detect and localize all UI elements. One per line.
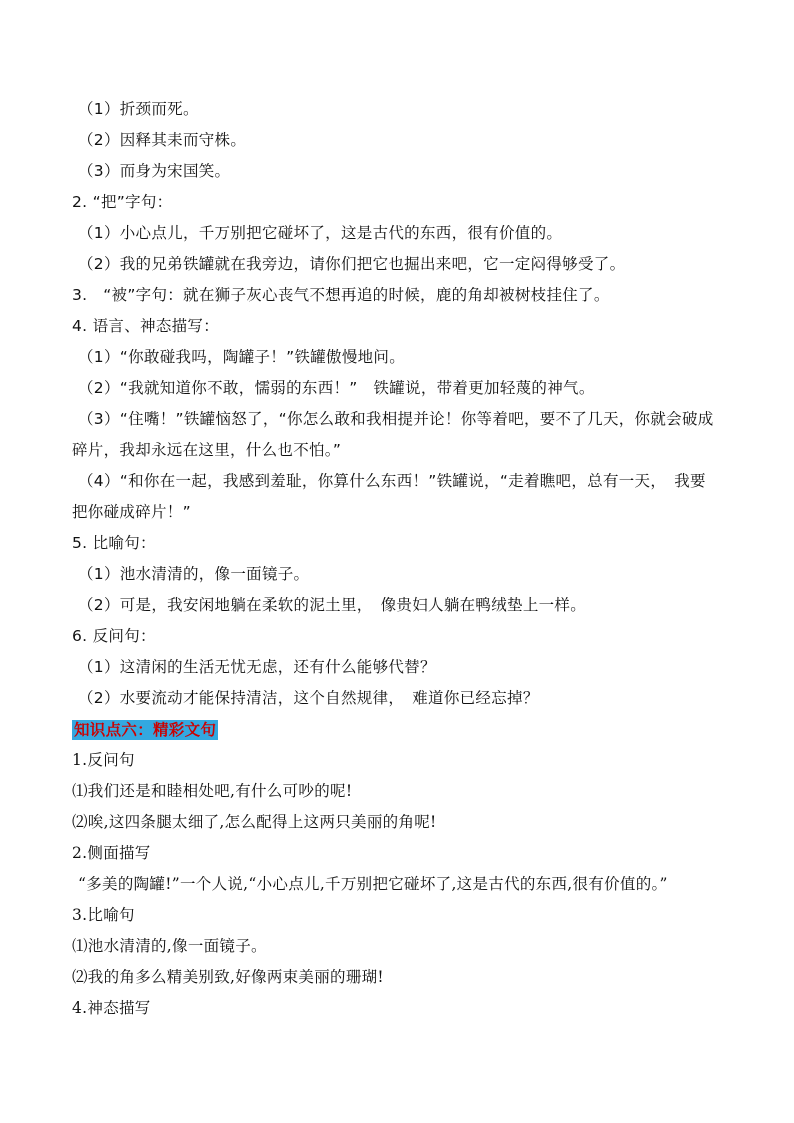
text-line: （2）我的兄弟铁罐就在我旁边，请你们把它也掘出来吧，它一定闷得够受了。 (78, 255, 626, 273)
section-label: 2. “把”字句： (72, 193, 173, 211)
text-line: （1）池水清清的，像一面镜子。 (78, 565, 310, 583)
text-line: （1）小心点儿，千万别把它碰坏了，这是古代的东西，很有价值的。 (78, 224, 563, 242)
text-line: ⑵我的角多么精美别致,好像两束美丽的珊瑚! (72, 968, 384, 986)
text-line: ⑴我们还是和睦相处吧,有什么可吵的呢! (72, 782, 353, 800)
text-line: “多美的陶罐!”一个人说,“小心点儿,千万别把它碰坏了,这是古代的东西,很有价值的。” (78, 875, 668, 893)
text-line: （4）“和你在一起，我感到羞耻，你算什么东西！”铁罐说，“走着瞧吧，总有一天， 我要 (78, 472, 706, 490)
text-line: （1）“你敢碰我吗，陶罐子！”铁罐傲慢地问。 (78, 348, 406, 366)
text-line: （1）折颈而死。 (78, 100, 199, 118)
text-line: （2）“我就知道你不敢，懦弱的东西！” 铁罐说，带着更加轻蔑的神气。 (78, 379, 595, 397)
heading-row (72, 714, 732, 745)
text-line: （2）因释其耒而守株。 (78, 131, 247, 149)
text-line-continued: 把你碰成碎片！” (72, 503, 191, 521)
text-line-continued: 碎片，我却永远在这里，什么也不怕。” (72, 441, 342, 459)
knowledge-point-heading: 知识点六：精彩文句 (74, 720, 217, 739)
text-line: （2）可是，我安闲地躺在柔软的泥土里， 像贵妇人躺在鸭绒垫上一样。 (78, 596, 587, 614)
text-line: （2）水要流动才能保持清洁，这个自然规律， 难道你已经忘掉？ (78, 689, 539, 707)
section-label: 5. 比喻句： (72, 534, 156, 552)
text-line: （1）这清闲的生活无忧无虑，还有什么能够代替？ (78, 658, 436, 676)
section-label: 3.比喻句 (72, 906, 135, 924)
text-line: （3）“住嘴！”铁罐恼怒了，“你怎么敢和我相提并论！你等着吧，要不了几天，你就会破成 (78, 410, 714, 428)
section-label: 6. 反问句： (72, 627, 156, 645)
section-label: 2.侧面描写 (72, 844, 151, 862)
section-label: 3. “被”字句：就在狮子灰心丧气不想再追的时候，鹿的角却被树枝挂住了。 (72, 286, 610, 304)
section-label: 4.神态描写 (72, 999, 151, 1017)
document-body (72, 94, 732, 1024)
text-line: （3）而身为宋国笑。 (78, 162, 231, 180)
text-line: ⑴池水清清的,像一面镜子。 (72, 937, 267, 955)
section-label: 1.反问句 (72, 751, 135, 769)
text-line: ⑵唉,这四条腿太细了,怎么配得上这两只美丽的角呢! (72, 813, 437, 831)
section-label: 4. 语言、神态描写： (72, 317, 220, 335)
